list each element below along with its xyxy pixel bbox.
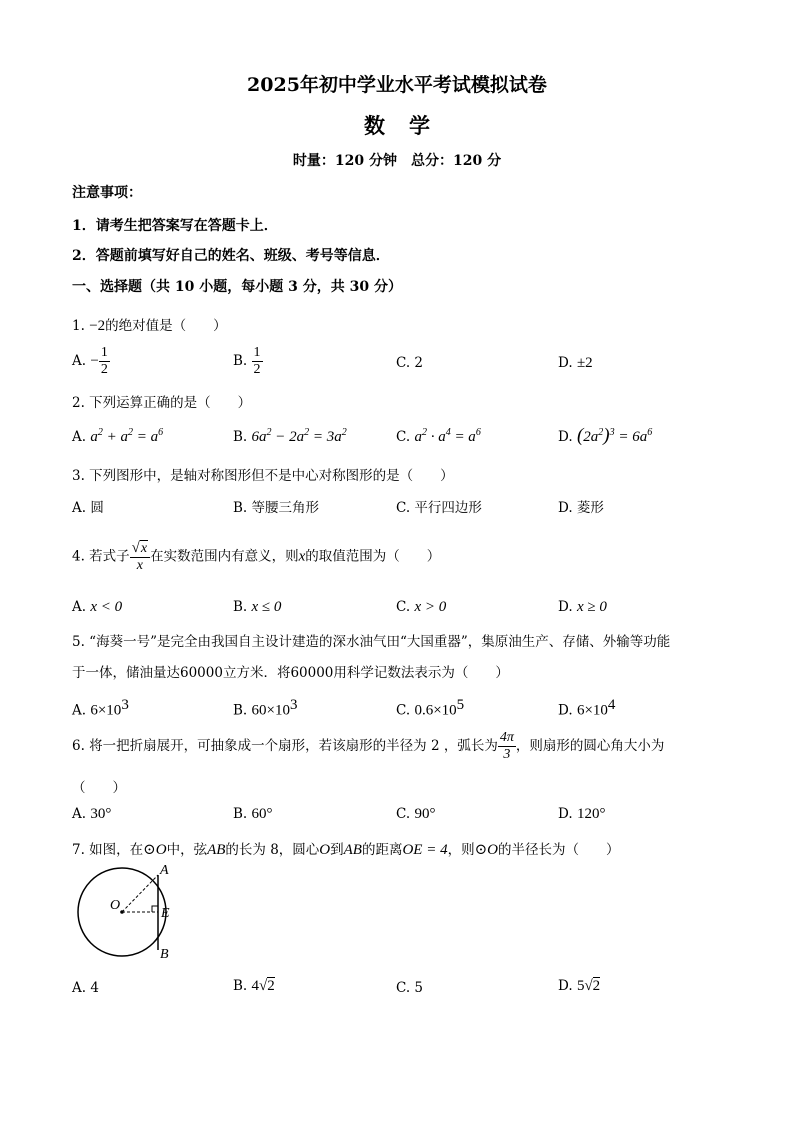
q1-option-a-fraction: [99, 345, 110, 378]
q4-option-c-value: x > 0: [414, 599, 447, 615]
q6-num: 4π: [499, 730, 514, 745]
q5-option-b-label: B.: [233, 702, 248, 719]
q7-option-c: C. 5: [396, 980, 424, 996]
q7-t1: 中，弦: [166, 842, 208, 858]
q1-option-d-label: D.: [558, 355, 573, 371]
q1-option-b-den: 2: [253, 362, 261, 377]
q5-option-b-value: 60×10: [251, 702, 290, 719]
q7-option-d-coef: 5: [576, 978, 585, 994]
notes-heading: 注意事项：: [72, 185, 142, 201]
q6-option-c-label: C.: [396, 806, 411, 822]
q7-t3: 到: [330, 842, 344, 858]
q4-var: x: [298, 548, 306, 565]
q6-option-b: [233, 806, 273, 823]
q5-option-b: [233, 697, 297, 720]
q2-option-b: B. $6a^2 - 2a^2 = 3a^2$: [233, 427, 347, 445]
q7-t4: 的距离: [361, 842, 403, 858]
figure-label-b: B: [160, 947, 169, 962]
q1-option-b-num: 1: [253, 345, 261, 360]
q5-option-c-exp: 5: [456, 697, 465, 713]
q4-fraction: $\frac{√x}{x}$: [130, 540, 150, 574]
q7-chord-1: AB: [207, 842, 226, 858]
question-3: 3. 下列图形中，是轴对称图形但不是中心对称图形的是（ ）: [72, 468, 454, 484]
q7-distance: OE = 4: [402, 842, 448, 858]
question-6-line-1: [72, 730, 664, 763]
q7-option-d: D. 5√2: [558, 978, 601, 994]
q1-option-d-value: ±2: [576, 355, 593, 371]
q5-option-a: [72, 697, 129, 720]
q4-option-a: [72, 599, 122, 616]
q7-center: O: [319, 842, 331, 858]
q7-t5: ，则: [447, 842, 475, 858]
q2-option-c: C. $a^2 \cdot a^4 = a^6$: [396, 427, 481, 445]
q7-option-b-label: B.: [233, 978, 248, 994]
q4-option-c: [396, 599, 446, 616]
question-4: [72, 540, 440, 574]
q6-option-b-value: 60°: [251, 806, 273, 822]
q7-circle-1: ⊙O: [143, 842, 167, 858]
question-2: 2. 下列运算正确的是（ ）: [72, 395, 252, 411]
q7-option-d-radicand: 2: [592, 978, 601, 994]
figure-label-o: O: [110, 898, 121, 913]
q1-option-a-label: A.: [72, 353, 87, 369]
q6-option-c-value: 90°: [414, 806, 436, 822]
q7-chord-2: AB: [343, 842, 362, 858]
q6-post: ，则扇形的圆心角大小为: [515, 738, 665, 754]
q1-option-a-den: 2: [100, 362, 108, 377]
q4-option-b: [233, 599, 281, 616]
q2-option-a-label: A.: [72, 429, 87, 445]
q6-den: 3: [503, 747, 511, 762]
q6-option-b-label: B.: [233, 806, 248, 822]
q1-expr: −2: [89, 318, 106, 334]
figure-label-e: E: [161, 906, 170, 921]
question-1: [72, 314, 227, 335]
q5-option-d-exp: 4: [607, 697, 616, 713]
q7-circle-2: ⊙O: [474, 842, 498, 858]
q2-option-c-label: C.: [396, 429, 411, 445]
q4-option-b-label: B.: [233, 599, 248, 615]
q4-den: x: [136, 558, 143, 573]
note-item-2: 2．答题前填写好自己的姓名、班级、考号等信息．: [72, 248, 390, 264]
question-7: [72, 838, 620, 859]
q7-t6: 的半径长为（ ）: [498, 842, 620, 858]
q7-option-d-label: D.: [558, 978, 573, 994]
q5-option-c-label: C.: [396, 702, 411, 719]
q7-t2: 的长为 8，圆心: [225, 842, 320, 858]
q2-option-b-label: B.: [233, 429, 248, 445]
q7-pre: 7. 如图，在: [72, 842, 144, 858]
q1-option-d: [558, 355, 593, 372]
q5-option-c-value: 0.6×10: [414, 702, 457, 719]
exam-meta: 时量：120 分钟 总分：120 分: [292, 153, 502, 169]
q4-option-a-value: x < 0: [90, 599, 123, 615]
q1-num: 1.: [72, 318, 85, 334]
q6-pre: 6. 将一把折扇展开，可抽象成一个扇形，若该扇形的半径为 2 ，弧长为: [72, 738, 498, 754]
q5-option-b-exp: 3: [289, 697, 298, 713]
q5-option-c: [396, 697, 464, 720]
q4-post: 的取值范围为（ ）: [305, 548, 441, 565]
q6-fraction: [498, 730, 516, 763]
q4-option-d: [558, 599, 607, 616]
q6-option-d-label: D.: [558, 806, 573, 822]
q4-num: x: [140, 541, 148, 556]
q4-option-d-label: D.: [558, 599, 573, 615]
q1-option-a-num: 1: [100, 345, 108, 360]
exam-subject: 数学: [364, 113, 454, 138]
q4-option-a-label: A.: [72, 599, 87, 615]
question-5-line-1: 5. “海葵一号”是完全由我国自主设计建造的深水油气田“大国重器”，集原油生产、存储、外输等功能: [72, 634, 671, 650]
q5-option-d-value: 6×10: [576, 702, 608, 719]
q2-option-d: D. $(2a^2)^3 = 6a^6$: [558, 425, 653, 446]
q3-option-d: D. 菱形: [558, 500, 604, 516]
note-item-1: 1．请考生把答案写在答题卡上．: [72, 218, 278, 234]
question-5-line-2: 于一体，储油量达60000立方米．将60000用科学记数法表示为（ ）: [72, 665, 509, 681]
q5-option-d: [558, 697, 615, 720]
q7-circle-figure: [66, 860, 186, 965]
q2-option-a: A. $a^2 + a^2 = a^6$: [72, 427, 164, 445]
q6-option-d-value: 120°: [576, 806, 606, 822]
q6-option-c: [396, 806, 435, 823]
q6-option-a-value: 30°: [90, 806, 112, 822]
question-6-line-2: （ ）: [72, 780, 126, 796]
q5-option-a-label: A.: [72, 702, 87, 719]
q3-option-b: B. 等腰三角形: [233, 500, 320, 516]
q5-option-d-label: D.: [558, 702, 573, 719]
figure-right-angle: [152, 906, 158, 912]
q5-option-a-value: 6×10: [90, 702, 122, 719]
q6-option-a: [72, 806, 111, 823]
q6-option-d: [558, 806, 605, 823]
q2-option-d-label: D.: [558, 429, 573, 445]
q4-pre: 4. 若式子: [72, 548, 130, 565]
section-1-title: 一、选择题（共 10 小题，每小题 3 分，共 30 分）: [72, 279, 402, 295]
q4-option-d-value: x ≥ 0: [576, 599, 607, 615]
q4-mid: 在实数范围内有意义，则: [150, 548, 299, 565]
q7-option-b-radicand: 2: [267, 978, 275, 994]
q5-option-a-exp: 3: [121, 697, 129, 713]
q1-option-a-sign: −: [90, 353, 99, 369]
q3-option-c: C. 平行四边形: [396, 500, 482, 516]
q4-option-c-label: C.: [396, 599, 411, 615]
q6-option-a-label: A.: [72, 806, 87, 822]
figure-label-a: A: [160, 863, 169, 878]
q1-option-c: C. 2: [396, 355, 424, 371]
q1-option-b-fraction: [252, 345, 263, 378]
q1-option-b: [233, 345, 263, 378]
figure-center-dot: [120, 910, 124, 914]
q1-option-b-label: B.: [233, 353, 248, 369]
q4-option-b-value: x ≤ 0: [251, 599, 282, 615]
exam-title: 2025年初中学业水平考试模拟试卷: [247, 74, 547, 96]
q7-option-b: B. 4√2: [233, 978, 275, 994]
q1-text: 的绝对值是（ ）: [105, 318, 227, 334]
q3-option-a: A. 圆: [72, 500, 104, 516]
q7-option-a: A. 4: [72, 980, 99, 996]
q7-option-b-coef: 4: [251, 978, 260, 994]
q1-option-a: [72, 345, 110, 378]
